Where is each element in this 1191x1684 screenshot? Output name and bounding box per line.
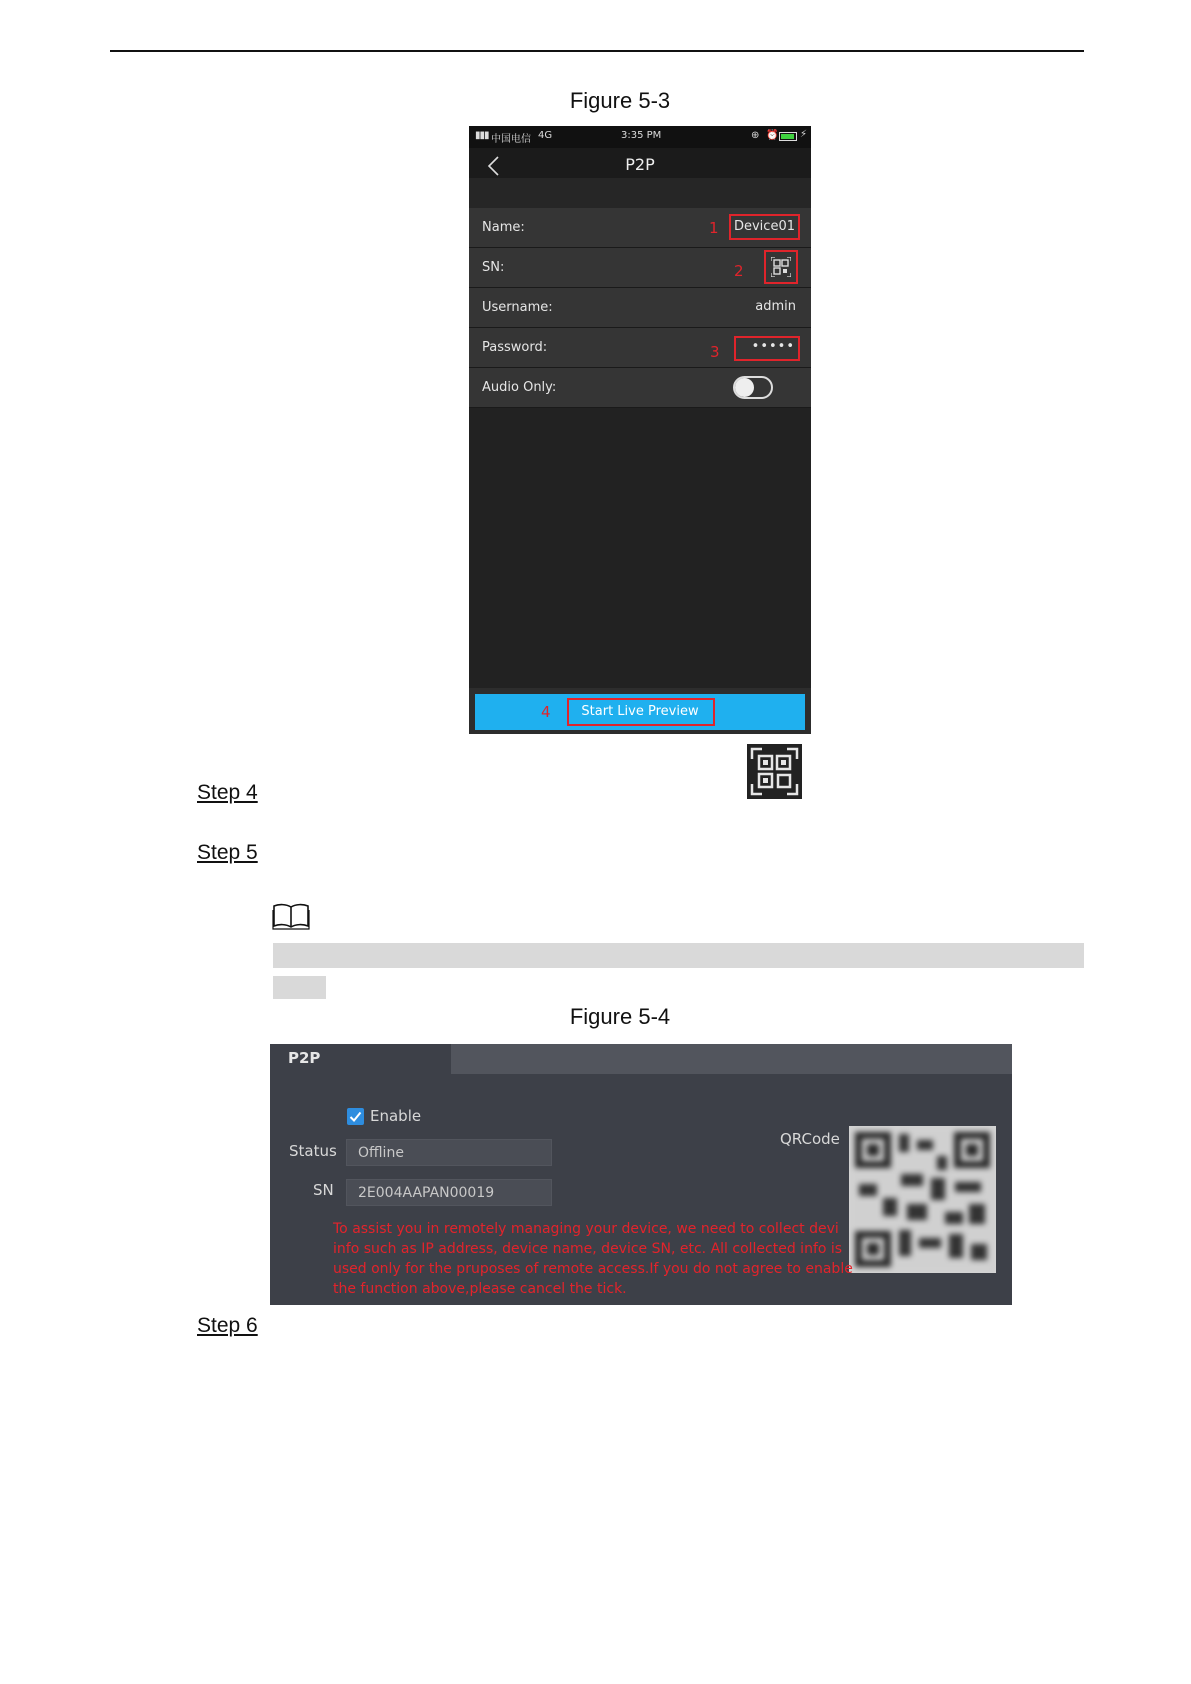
callout-1: 1 xyxy=(709,219,719,237)
note-highlight-line-2 xyxy=(273,976,326,999)
carrier-label: 中国电信 xyxy=(491,134,531,145)
username-value[interactable]: admin xyxy=(755,299,796,314)
privacy-notice-line: used only for the pruposes of remote access.If you do not agree to enable xyxy=(333,1261,853,1277)
password-label: Password: xyxy=(482,340,548,355)
tab-p2p[interactable] xyxy=(270,1044,451,1074)
step-4-label: Step 4 xyxy=(197,781,258,804)
enable-label: Enable xyxy=(370,1107,422,1125)
lock-rotation-icon: ⊕ xyxy=(751,130,760,141)
note-book-icon xyxy=(272,902,310,930)
privacy-notice-line: info such as IP address, device name, device SN, etc. All collected info is xyxy=(333,1241,843,1257)
qr-scan-icon-large xyxy=(747,744,802,799)
phone-status-bar xyxy=(469,126,811,148)
step-6-label: Step 6 xyxy=(197,1314,258,1337)
checkmark-icon xyxy=(347,1108,364,1125)
password-value[interactable]: ••••• xyxy=(751,339,795,354)
phone-row-password[interactable] xyxy=(469,328,811,368)
signal-icon: ▮▮▮ xyxy=(475,130,489,141)
phone-row-name[interactable] xyxy=(469,208,811,248)
figure-caption-5-3: Figure 5-3 xyxy=(569,88,671,113)
phone-screenshot xyxy=(469,126,811,734)
audio-only-label: Audio Only: xyxy=(482,380,557,395)
phone-form xyxy=(469,208,811,408)
phone-title: P2P xyxy=(625,155,655,174)
name-value[interactable]: Device01 xyxy=(733,219,795,234)
tab-p2p-label: P2P xyxy=(288,1049,321,1067)
audio-only-toggle[interactable] xyxy=(733,376,773,399)
privacy-notice-line: To assist you in remotely managing your device, we need to collect devi xyxy=(333,1221,839,1237)
phone-row-audio-only[interactable] xyxy=(469,368,811,408)
network-label: 4G xyxy=(538,130,553,141)
callout-3: 3 xyxy=(710,343,720,361)
charging-icon: ⚡ xyxy=(800,129,808,140)
start-live-preview-label: Start Live Preview xyxy=(581,704,699,719)
username-label: Username: xyxy=(482,300,553,315)
toggle-knob xyxy=(735,378,754,397)
enable-checkbox[interactable] xyxy=(347,1108,364,1125)
callout-4: 4 xyxy=(541,703,551,721)
status-field: Offline xyxy=(346,1139,552,1166)
battery-icon xyxy=(779,132,797,141)
qrcode-label: QRCode xyxy=(780,1130,840,1148)
callout-2: 2 xyxy=(734,262,744,280)
privacy-notice xyxy=(333,1219,873,1299)
start-live-preview-button[interactable] xyxy=(475,694,805,730)
phone-row-username[interactable] xyxy=(469,288,811,328)
alarm-icon: ⏰ xyxy=(766,130,779,141)
phone-spacer xyxy=(469,178,811,208)
phone-row-sn[interactable] xyxy=(469,248,811,288)
name-label: Name: xyxy=(482,220,525,235)
qr-scan-icon[interactable] xyxy=(771,257,791,277)
web-p2p-panel xyxy=(270,1044,1012,1305)
figure-caption-5-4: Figure 5-4 xyxy=(569,1004,671,1029)
note-highlight-line-1 xyxy=(273,943,1084,968)
header-rule xyxy=(110,50,1084,52)
step-5-label: Step 5 xyxy=(197,841,258,864)
privacy-notice-line: the function above,please cancel the tick. xyxy=(333,1281,627,1297)
sn-field-label: SN xyxy=(313,1181,334,1199)
sn-field: 2E004AAPAN00019 xyxy=(346,1179,552,1206)
time-label: 3:35 PM xyxy=(621,130,662,141)
status-label: Status xyxy=(289,1142,337,1160)
sn-label: SN: xyxy=(482,260,505,275)
